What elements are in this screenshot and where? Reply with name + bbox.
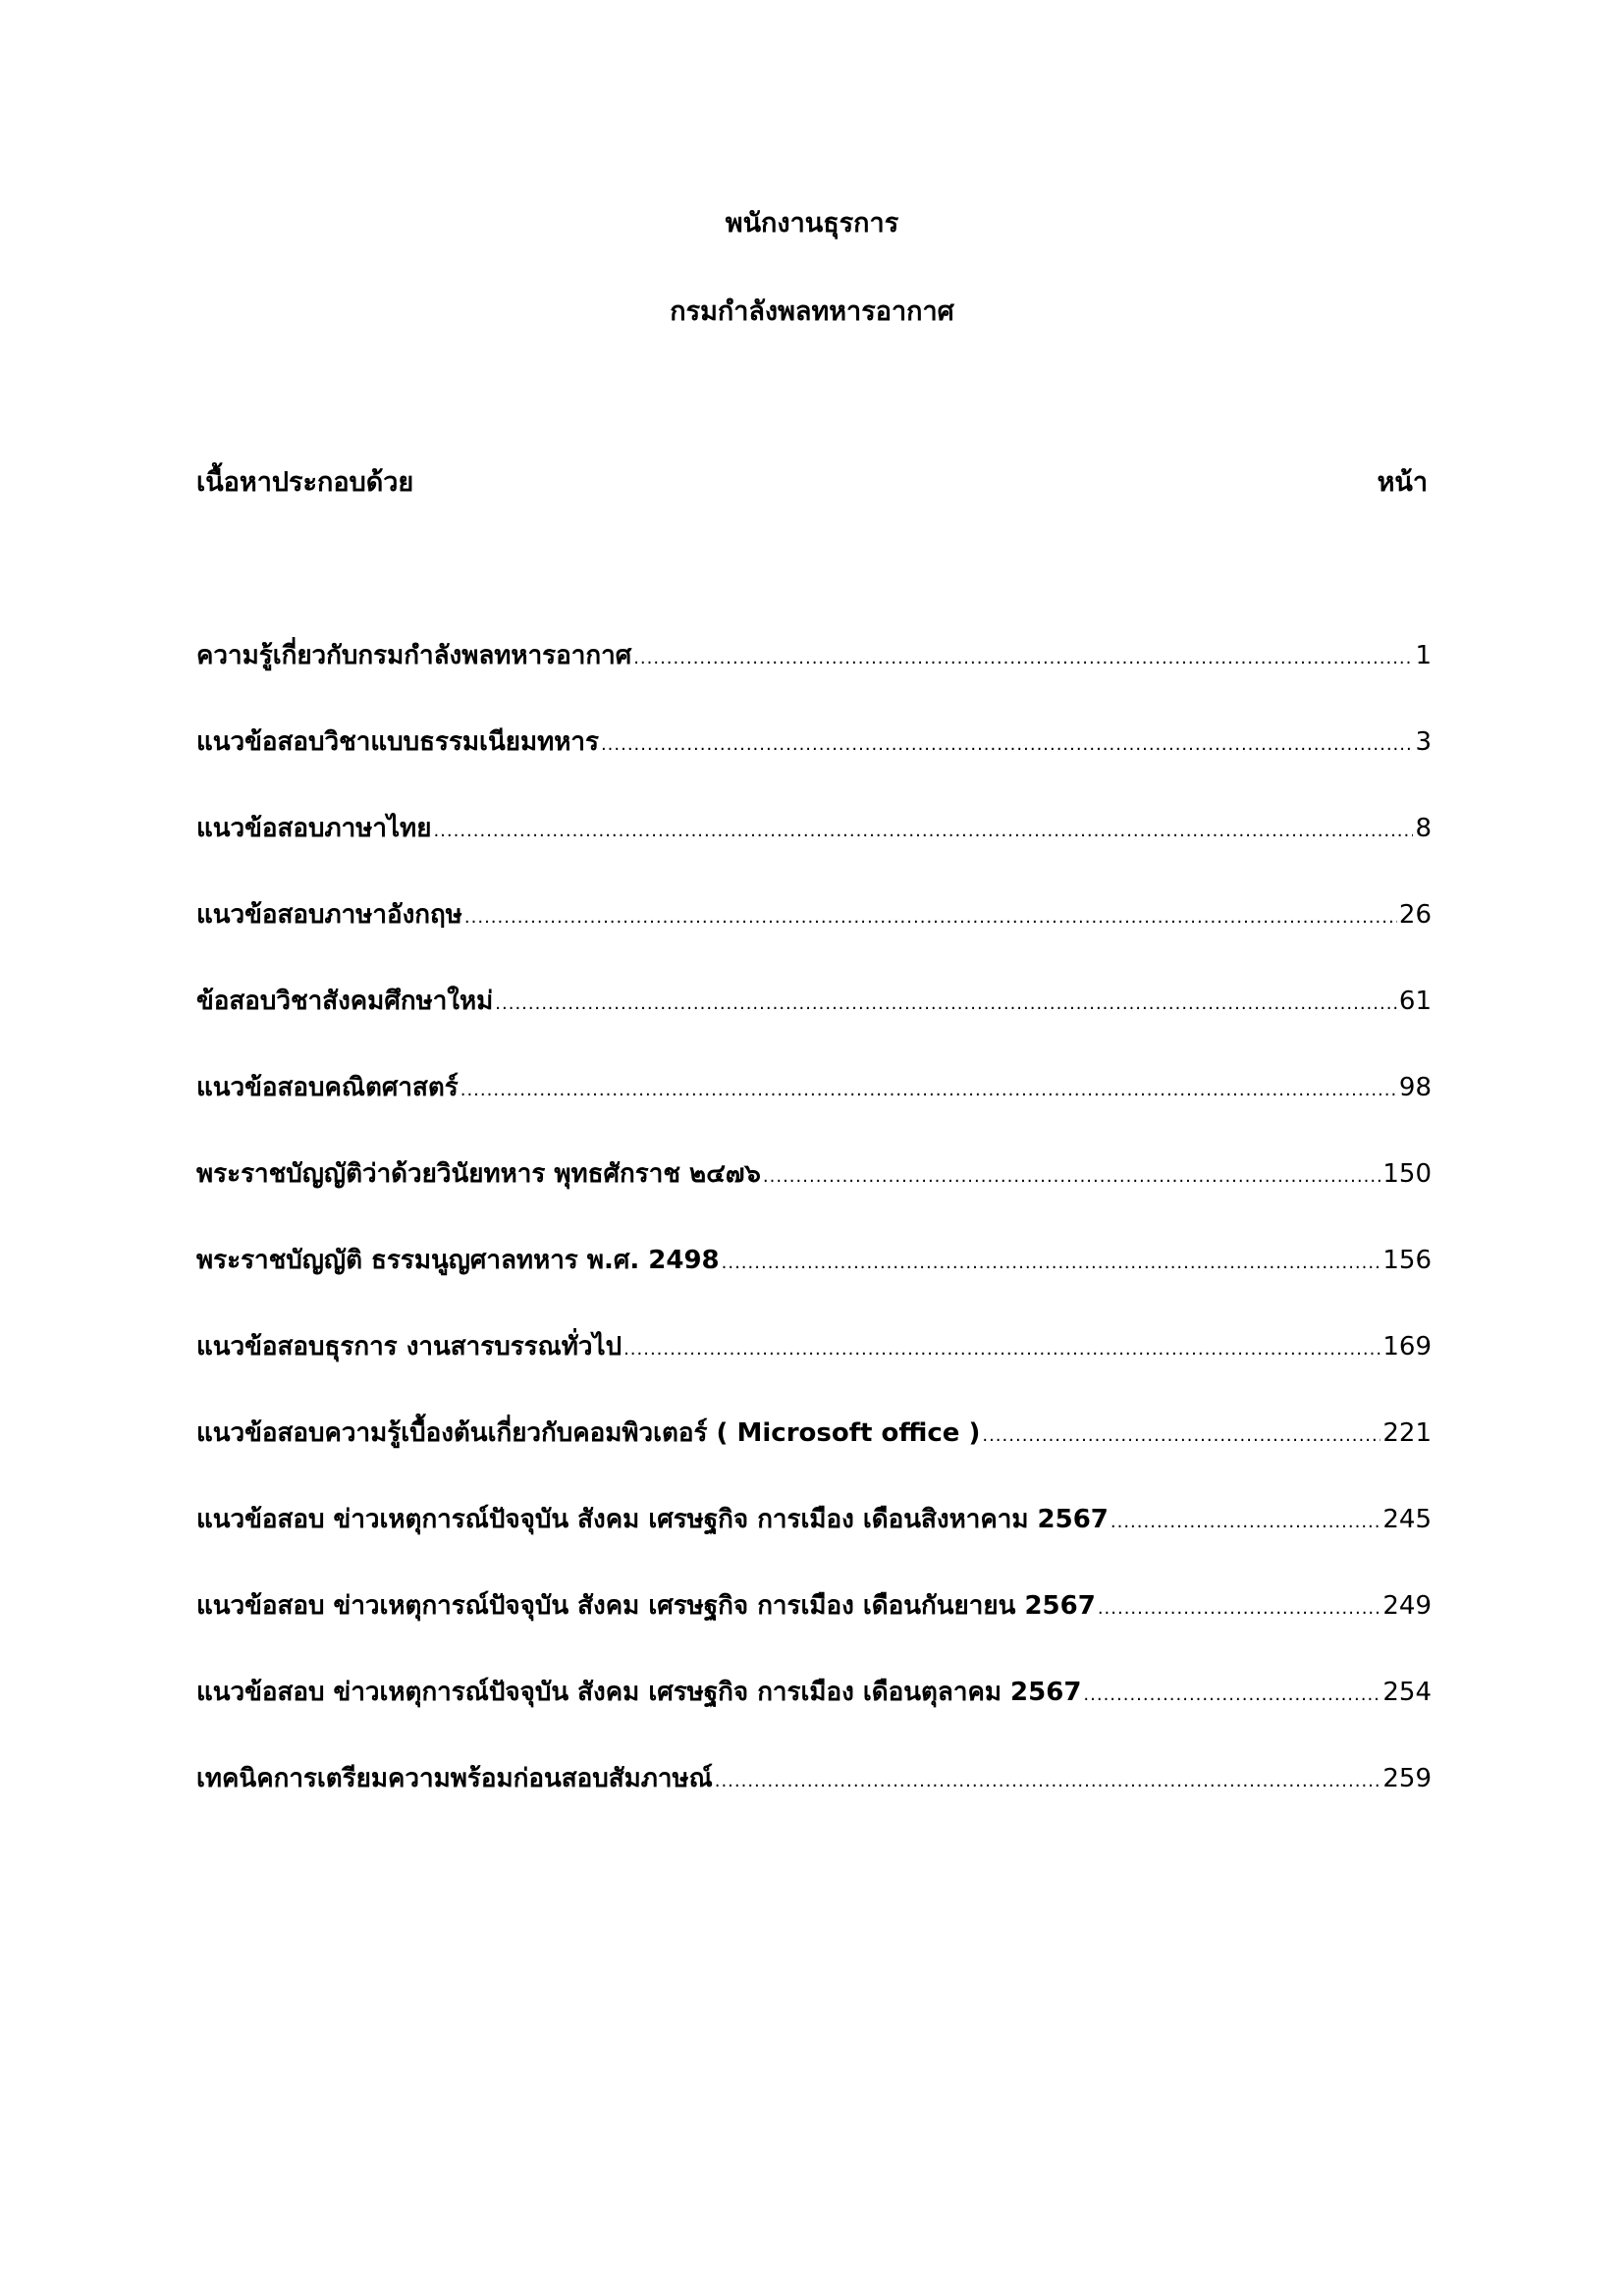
toc-entry [196, 722, 1432, 809]
toc-entry-title: แนวข้อสอบ ข่าวเหตุการณ์ปัจจุบัน สังคม เศรษฐกิจ การเมือง เดือนกันยายน 2567 [196, 1591, 1096, 1621]
toc-entry [196, 1414, 1432, 1500]
toc-entry-page: 221 [1382, 1418, 1432, 1448]
toc-entry-title: แนวข้อสอบธุรการ งานสารบรรณทั่วไป [196, 1332, 623, 1362]
toc-entry [196, 809, 1432, 895]
toc-entry [196, 1586, 1432, 1673]
toc-entry-title: ความรู้เกี่ยวกับกรมกำลังพลทหารอากาศ [196, 641, 632, 670]
toc-header [196, 463, 1428, 503]
document-title: พนักงานธุรการ [725, 208, 899, 239]
toc-entry [196, 1154, 1432, 1241]
toc-entry [196, 1327, 1432, 1414]
toc-dot-leader [433, 812, 1413, 851]
toc-dot-leader [715, 1762, 1381, 1801]
toc-entry [196, 982, 1432, 1068]
toc-entry-title: แนวข้อสอบภาษาไทย [196, 814, 432, 843]
toc-entry-title: เทคนิคการเตรียมความพร้อมก่อนสอบสัมภาษณ์ [196, 1764, 713, 1793]
toc-dot-leader [623, 1330, 1380, 1369]
toc-dot-leader [1083, 1676, 1380, 1715]
toc-dot-leader [1110, 1503, 1380, 1542]
toc-dot-leader [460, 1071, 1397, 1110]
document-subtitle: กรมกำลังพลทหารอากาศ [670, 296, 954, 327]
toc-entry-title: แนวข้อสอบความรู้เบื้องต้นเกี่ยวกับคอมพิวเตอร์ ( Microsoft office ) [196, 1418, 981, 1448]
toc-entry [196, 1673, 1432, 1759]
toc-entry-page: 8 [1415, 814, 1432, 843]
toc-entry [196, 895, 1432, 982]
toc-entry-title: แนวข้อสอบวิชาแบบธรรมเนียมทหาร [196, 727, 599, 757]
toc-entry [196, 1759, 1432, 1845]
toc-entry-page: 61 [1398, 987, 1432, 1016]
toc-entry-title: ข้อสอบวิชาสังคมศึกษาใหม่ [196, 987, 494, 1016]
toc-entry-title: แนวข้อสอบคณิตศาสตร์ [196, 1073, 459, 1102]
toc-entry-page: 3 [1415, 727, 1432, 757]
toc-entry-page: 249 [1382, 1591, 1432, 1621]
toc-entry-title: แนวข้อสอบภาษาอังกฤษ [196, 900, 462, 930]
toc-dot-leader [763, 1157, 1380, 1197]
toc-entry-page: 245 [1382, 1505, 1432, 1534]
toc-entry [196, 636, 1432, 722]
toc-entry [196, 1068, 1432, 1154]
toc-dot-leader [464, 898, 1397, 937]
toc-header-contents-label: เนื้อหาประกอบด้วย [196, 467, 414, 498]
toc-entry-page: 1 [1415, 641, 1432, 670]
toc-entry [196, 1241, 1432, 1327]
toc-entry-page: 254 [1382, 1678, 1432, 1707]
toc-header-page-label: หน้า [1377, 467, 1428, 498]
toc-entry-title: แนวข้อสอบ ข่าวเหตุการณ์ปัจจุบัน สังคม เศรษฐกิจ การเมือง เดือนสิงหาคาม 2567 [196, 1505, 1109, 1534]
toc-dot-leader [633, 639, 1413, 678]
toc-entry-page: 259 [1382, 1764, 1432, 1793]
toc-entry-page: 26 [1398, 900, 1432, 930]
toc-entry-title: พระราชบัญญัติ ธรรมนูญศาลทหาร พ.ศ. 2498 [196, 1246, 720, 1275]
toc-dot-leader [1098, 1589, 1381, 1629]
table-of-contents [196, 636, 1432, 1845]
toc-entry-title: พระราชบัญญัติว่าด้วยวินัยทหาร พุทธศักราช ๒๔๗๖ [196, 1159, 761, 1189]
toc-entry [196, 1500, 1432, 1586]
toc-entry-page: 169 [1382, 1332, 1432, 1362]
toc-dot-leader [982, 1416, 1380, 1456]
toc-entry-page: 150 [1382, 1159, 1432, 1189]
toc-entry-page: 98 [1398, 1073, 1432, 1102]
toc-entry-title: แนวข้อสอบ ข่าวเหตุการณ์ปัจจุบัน สังคม เศรษฐกิจ การเมือง เดือนตุลาคม 2567 [196, 1678, 1082, 1707]
toc-dot-leader [722, 1244, 1381, 1283]
toc-dot-leader [601, 725, 1414, 765]
toc-entry-page: 156 [1382, 1246, 1432, 1275]
toc-dot-leader [495, 985, 1397, 1024]
